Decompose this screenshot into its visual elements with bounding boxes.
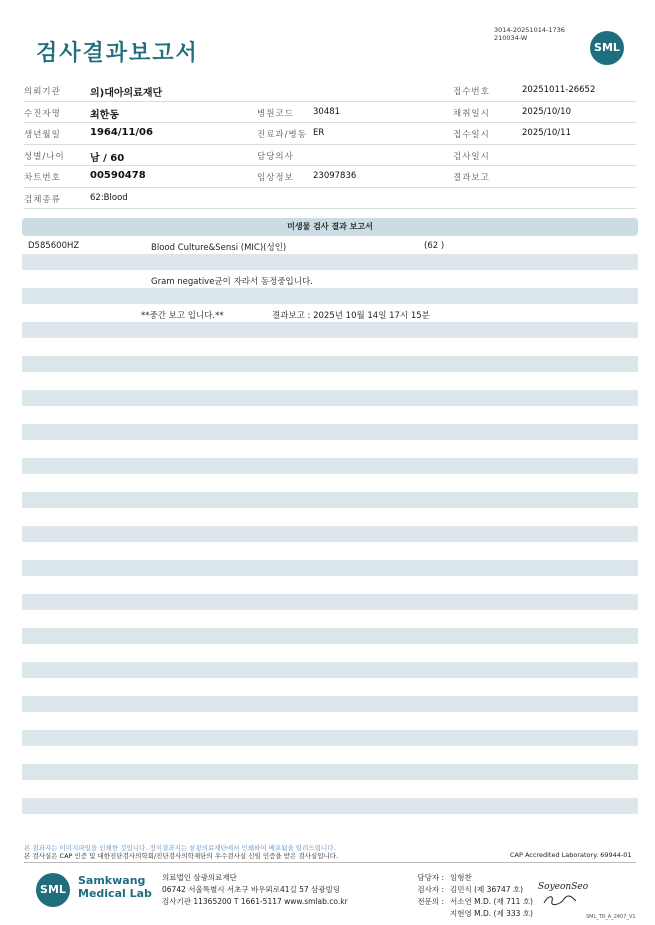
staff-name: 임형찬 bbox=[450, 873, 472, 882]
result-row-band bbox=[22, 254, 638, 270]
info-label: 채취일시 bbox=[453, 108, 490, 119]
result-row-band bbox=[22, 322, 638, 338]
certification-text: 본 검사실은 CAP 인증 및 대한진단검사의학회/진단검사의학재단의 우수검사실 신임 인증을 받은 검사실입니다. bbox=[24, 852, 339, 860]
signature: SoyeonSeo bbox=[538, 882, 589, 892]
info-value: ER bbox=[313, 128, 325, 138]
info-row bbox=[24, 145, 636, 167]
sml-logo: SML bbox=[590, 31, 624, 65]
result-row-band bbox=[22, 594, 638, 610]
result-row-band bbox=[22, 696, 638, 712]
info-value: 2025/10/10 bbox=[522, 106, 571, 117]
result-row-band bbox=[22, 798, 638, 814]
result-row-band bbox=[22, 662, 638, 678]
info-value: 2025/10/11 bbox=[522, 128, 571, 138]
specimen-code: (62 ) bbox=[424, 241, 445, 251]
info-label: 접수번호 bbox=[453, 87, 490, 97]
staff-role: 전문의 : bbox=[417, 897, 444, 906]
info-value: 62:Blood bbox=[90, 192, 128, 203]
patient-info-table bbox=[24, 80, 636, 209]
info-label: 생년월일 bbox=[24, 130, 61, 140]
results-section-title: 미생물 검사 결과 보고서 bbox=[22, 218, 638, 236]
info-value: 의)대아의료재단 bbox=[90, 88, 163, 99]
result-row-band bbox=[22, 356, 638, 372]
result-row-band bbox=[22, 288, 638, 304]
report-time: 결과보고 : 2025년 10월 14일 17시 15분 bbox=[272, 311, 430, 321]
contact: 검사기관 11365200 T 1661-5117 www.smlab.co.kr bbox=[162, 897, 348, 906]
cap-accreditation: CAP Accredited Laboratory. 69944-01 bbox=[510, 851, 632, 859]
info-row bbox=[24, 188, 636, 210]
interim-notice: **중간 보고 입니다.** bbox=[141, 311, 224, 321]
info-value: 최한동 bbox=[90, 109, 119, 121]
org-name: 의료법인 삼광의료재단 bbox=[162, 873, 237, 882]
info-value: 남 / 60 bbox=[90, 152, 125, 164]
result-row-band bbox=[22, 458, 638, 474]
staff-name: 지현영 M.D. (제 333 호) bbox=[450, 909, 533, 918]
info-row bbox=[24, 102, 636, 124]
result-row-band bbox=[22, 628, 638, 644]
info-label: 진료과/병동 bbox=[257, 130, 307, 140]
brand-line1: Samkwang bbox=[78, 874, 146, 887]
result-row-band bbox=[22, 390, 638, 406]
brand-name bbox=[78, 874, 152, 900]
info-label: 병원코드 bbox=[257, 108, 294, 119]
info-label: 차트번호 bbox=[24, 173, 61, 183]
info-value: 23097836 bbox=[313, 171, 357, 181]
form-version: SML_TR_A_2407_V1 bbox=[586, 914, 636, 920]
test-name: Blood Culture&Sensi (MIC)(성인) bbox=[151, 243, 287, 253]
staff-role: 담당자 : bbox=[417, 873, 444, 882]
info-label: 검사일시 bbox=[453, 151, 490, 162]
footer-divider bbox=[24, 862, 636, 863]
signature-mark bbox=[540, 893, 580, 907]
info-value: 1964/11/06 bbox=[90, 127, 153, 138]
lab-address bbox=[162, 872, 348, 908]
staff-role: 검사자 : bbox=[417, 885, 444, 894]
info-value: 30481 bbox=[313, 106, 341, 117]
result-row-band bbox=[22, 424, 638, 440]
result-row-band bbox=[22, 730, 638, 746]
info-value: 20251011-26652 bbox=[522, 85, 596, 95]
info-label: 임상정보 bbox=[257, 173, 294, 183]
result-row-band bbox=[22, 526, 638, 542]
test-code: D585600HZ bbox=[28, 241, 80, 251]
info-label: 접수일시 bbox=[453, 130, 490, 140]
document-id-line1: 3014-20251014-1736 bbox=[494, 26, 565, 34]
info-label: 의뢰기관 bbox=[24, 87, 61, 97]
print-notice: 본 결과지는 이미지파일을 인쇄한 것입니다. 정식결과지는 삼광의료재단에서 인쇄하여 배포됨을 알려드립니다. bbox=[24, 844, 336, 852]
report-title: 검사결과보고서 bbox=[36, 41, 199, 66]
info-label: 담당의사 bbox=[257, 151, 294, 162]
info-row bbox=[24, 80, 636, 102]
staff-list bbox=[414, 872, 533, 920]
staff-name: 서소연 M.D. (제 711 호) bbox=[450, 897, 533, 906]
info-row bbox=[24, 166, 636, 188]
info-value: 00590478 bbox=[90, 170, 146, 181]
result-row-band bbox=[22, 492, 638, 508]
result-row-band bbox=[22, 764, 638, 780]
address: 06742 서울특별시 서초구 바우뫼로41길 57 삼광빌딩 bbox=[162, 885, 341, 894]
info-label: 수진자명 bbox=[24, 108, 61, 119]
info-label: 결과보고 bbox=[453, 173, 490, 183]
info-label: 성별/나이 bbox=[24, 151, 65, 162]
info-row bbox=[24, 123, 636, 145]
staff-role bbox=[414, 908, 444, 920]
brand-line2: Medical Lab bbox=[78, 887, 152, 900]
result-row-band bbox=[22, 560, 638, 576]
document-id-line2: 210034-W bbox=[494, 34, 528, 42]
info-label: 검체종류 bbox=[24, 194, 61, 205]
result-finding: Gram negative균이 자라서 동정중입니다. bbox=[151, 277, 313, 287]
document-id bbox=[494, 26, 565, 42]
staff-name: 김민식 (제 36747 호) bbox=[450, 885, 524, 894]
sml-footer-logo: SML bbox=[36, 873, 70, 907]
